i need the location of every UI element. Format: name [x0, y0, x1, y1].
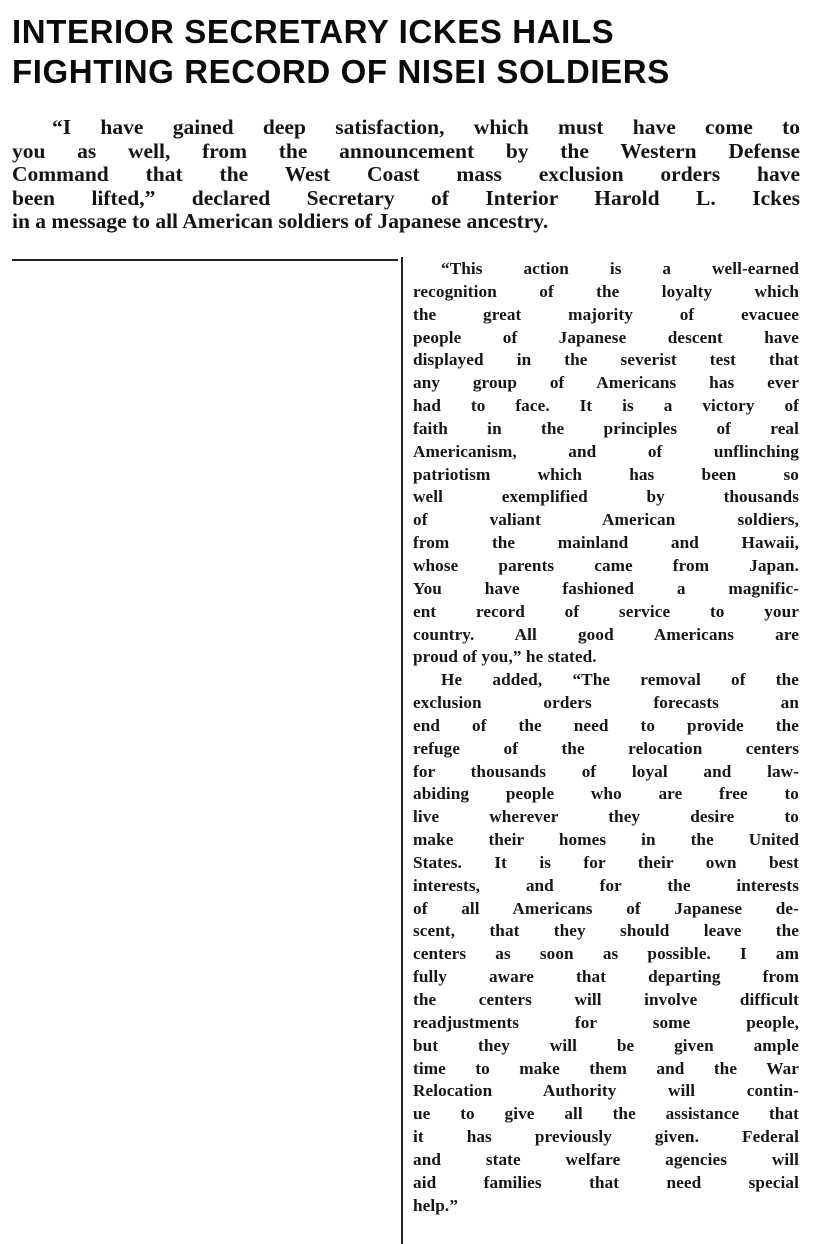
column-line: exclusion orders forecasts an: [413, 693, 799, 713]
column-line: ue to give all the assistance that: [413, 1104, 799, 1124]
column-line: but they will be given ample: [413, 1035, 799, 1055]
headline-line-2: FIGHTING RECORD OF NISEI SOLDIERS: [12, 53, 670, 90]
column-line: States. It is for their own best: [413, 852, 799, 872]
lead-line: been lifted,” declared Secretary of Interior Harold L. Ickes: [12, 185, 800, 210]
column-line: patriotism which has been so: [413, 464, 799, 484]
column-line: of valiant American soldiers,: [413, 510, 799, 530]
column-line: country. All good Americans are: [413, 624, 799, 644]
column-line: scent, that they should leave the: [413, 921, 799, 941]
lead-line: “I have gained deep satisfaction, which must have come to: [52, 115, 800, 139]
column-line: Relocation Authority will contin-: [413, 1081, 799, 1101]
column-line: end of the need to provide the: [413, 715, 799, 735]
headline-line-1: INTERIOR SECRETARY ICKES HAILS: [12, 13, 615, 50]
lead-line: in a message to all American soldiers of Japanese ancestry.: [12, 209, 549, 234]
column-line: live wherever they desire to: [413, 807, 799, 827]
column-line: from the mainland and Hawaii,: [413, 533, 799, 553]
column-line: “This action is a well-earned: [441, 259, 799, 278]
column-line: well exemplified by thousands: [413, 487, 799, 507]
column-line: interests, and for the interests: [413, 875, 799, 895]
column-line: ent record of service to your: [413, 601, 799, 621]
column-line: He added, “The removal of the: [441, 670, 799, 690]
column-line: displayed in the severist test that: [413, 350, 799, 370]
column-line: help.”: [413, 1195, 459, 1215]
column-line: people of Japanese descent have: [413, 327, 799, 347]
column-line: fully aware that departing from: [413, 967, 799, 987]
column-line: for thousands of loyal and law-: [413, 761, 799, 781]
column-line: whose parents came from Japan.: [413, 555, 799, 575]
column-line: time to make them and the War: [413, 1058, 799, 1078]
column-line: it has previously given. Federal: [413, 1127, 799, 1147]
column-line: Americanism, and of unflinching: [413, 441, 799, 461]
column-line: aid families that need special: [413, 1172, 799, 1192]
column-line: of all Americans of Japanese de-: [413, 898, 799, 918]
column-line: centers as soon as possible. I am: [413, 944, 799, 964]
blank-photo-area: [0, 264, 398, 1244]
lead-line: Command that the West Coast mass exclusion orders have: [12, 162, 800, 187]
column-line: You have fashioned a magnific-: [413, 578, 799, 598]
column-line: faith in the principles of real: [413, 418, 799, 438]
lead-paragraph: [12, 116, 800, 234]
column-line: and state welfare agencies will: [413, 1149, 799, 1169]
headline: [12, 12, 808, 92]
body-column: [413, 258, 799, 1217]
column-line: any group of Americans has ever: [413, 373, 799, 393]
column-line: readjustments for some people,: [413, 1012, 799, 1032]
column-line: make their homes in the United: [413, 830, 799, 850]
column-line: abiding people who are free to: [413, 784, 799, 804]
lead-line: you as well, from the announcement by the Western Defense: [12, 138, 800, 163]
column-line: refuge of the relocation centers: [413, 738, 799, 758]
column-line: recognition of the loyalty which: [413, 281, 799, 301]
column-line: proud of you,” he stated.: [413, 647, 597, 667]
column-line: had to face. It is a victory of: [413, 396, 799, 416]
horizontal-rule: [12, 259, 398, 261]
column-line: the centers will involve difficult: [413, 990, 799, 1009]
column-divider: [401, 257, 403, 1244]
column-line: the great majority of evacuee: [413, 304, 799, 324]
